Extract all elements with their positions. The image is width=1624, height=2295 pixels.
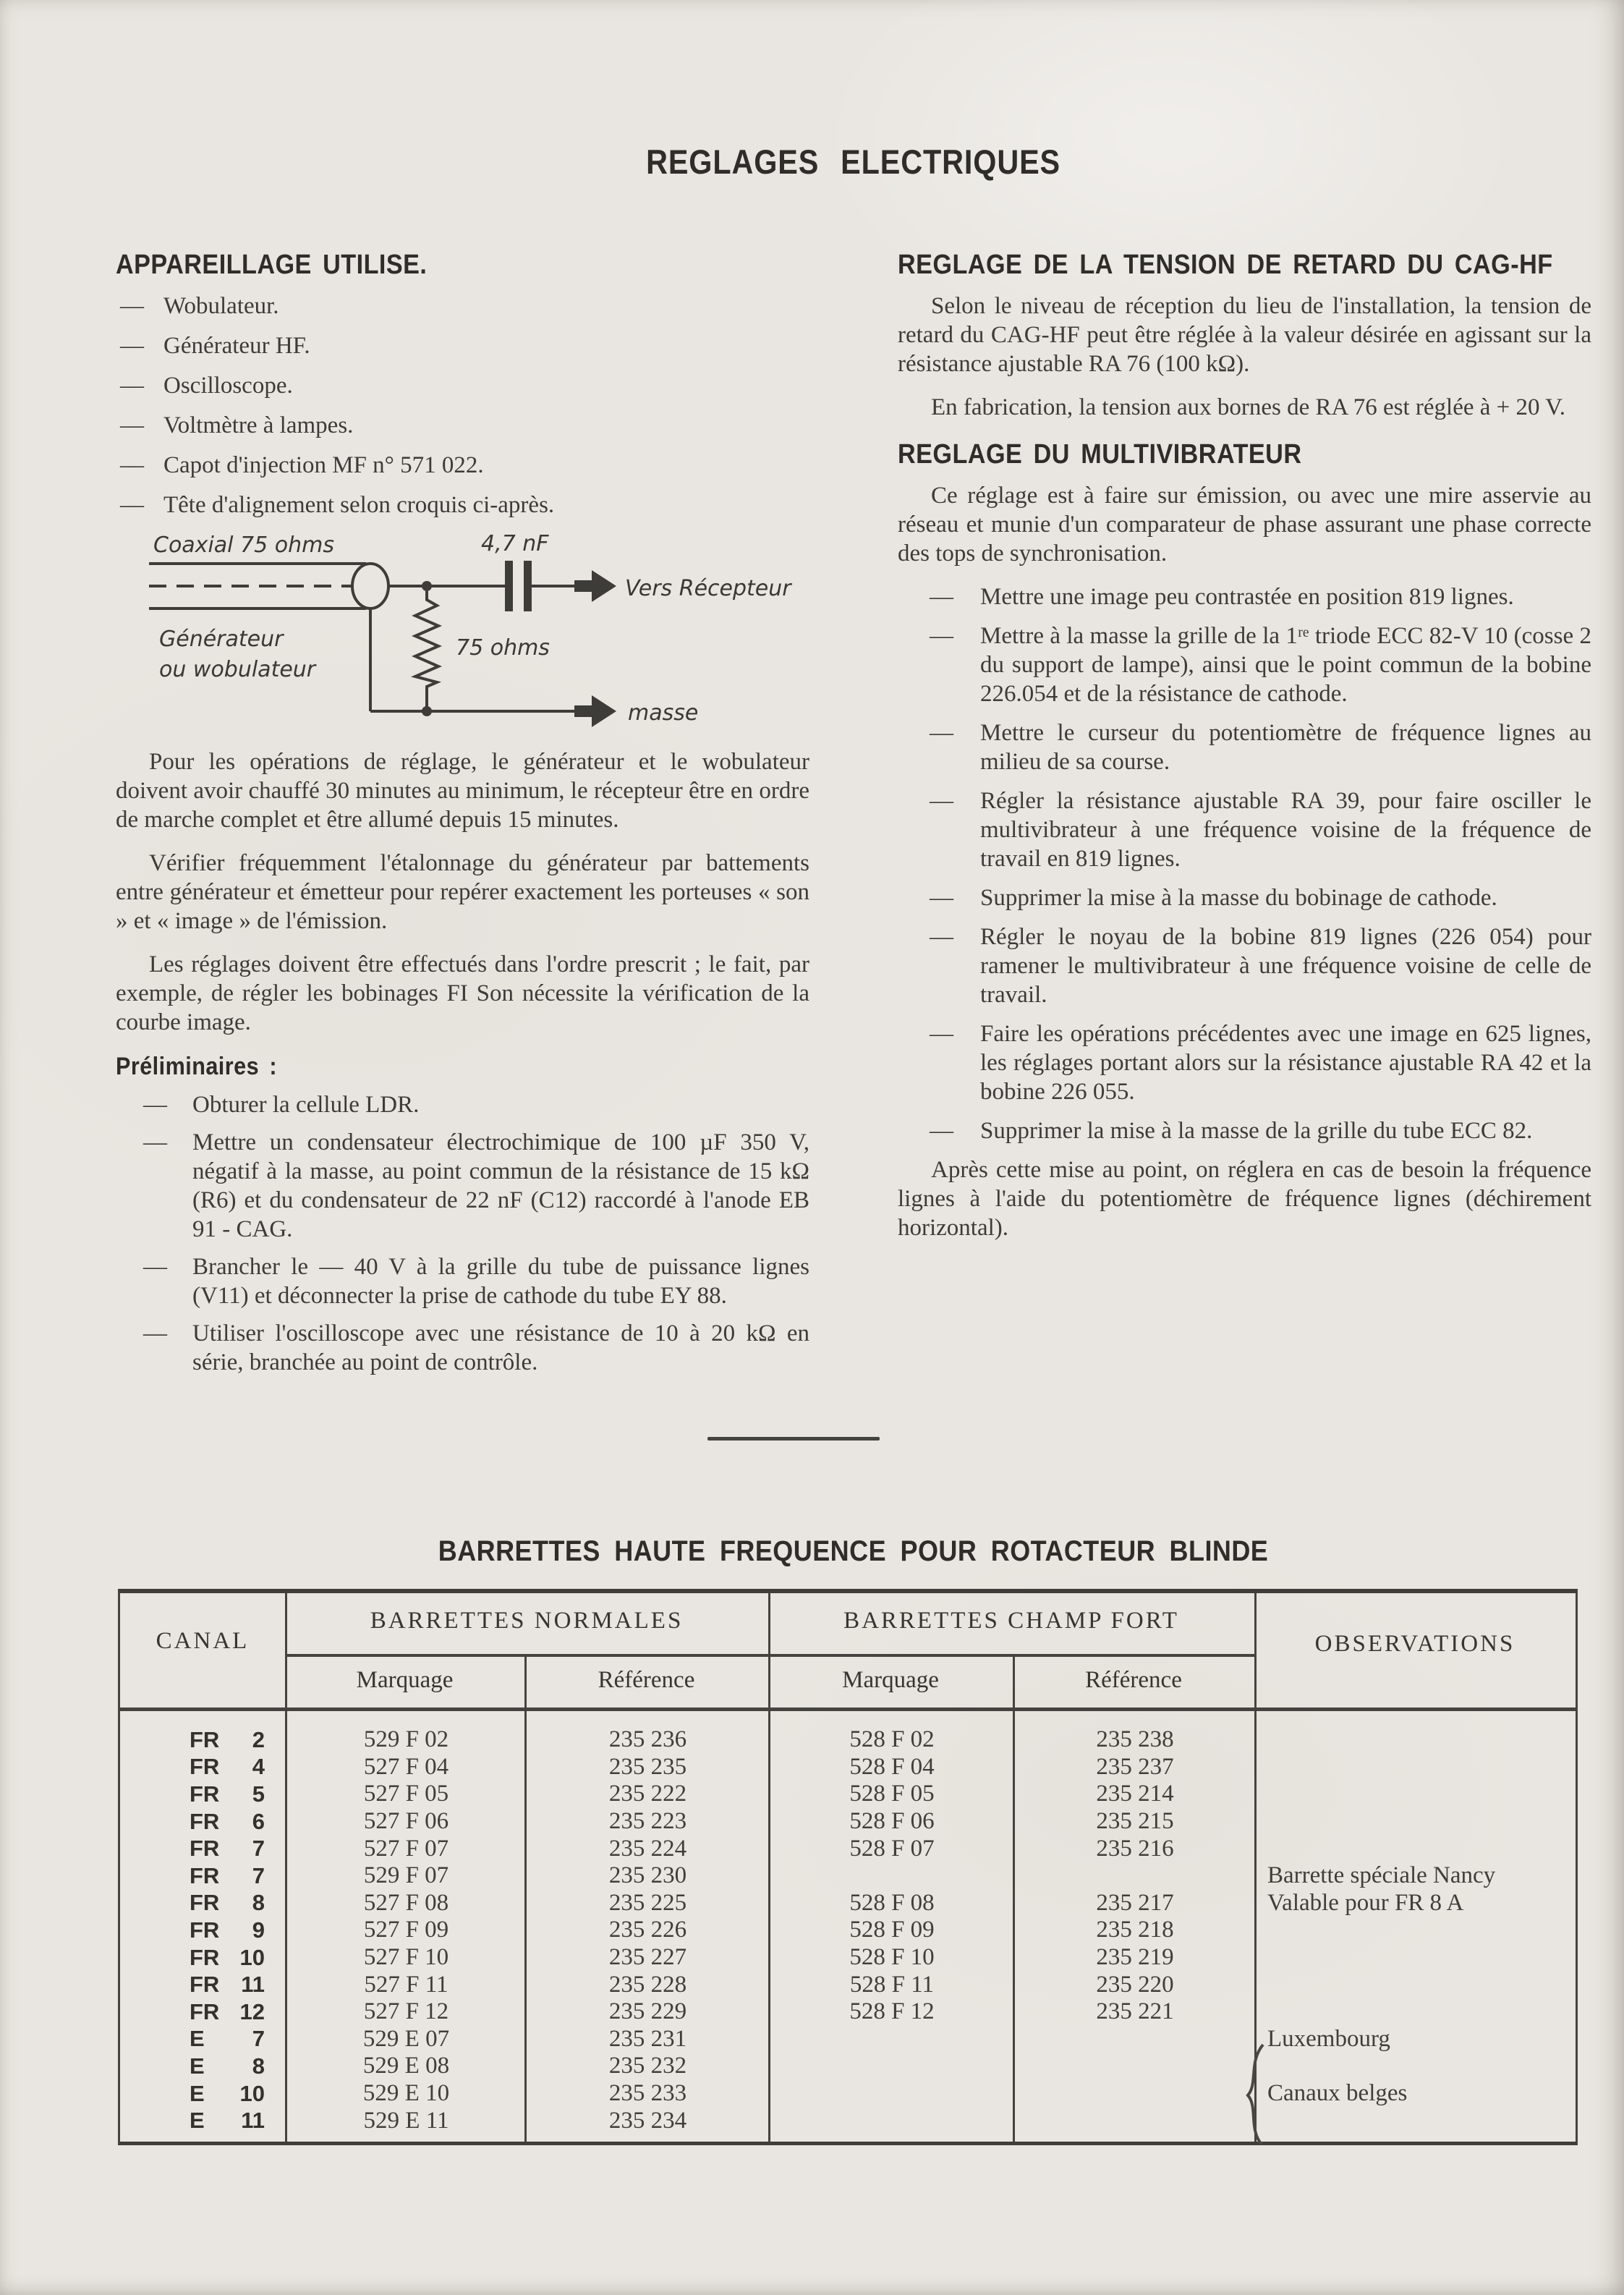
reference-normal-cell: 235 233 xyxy=(608,2080,687,2107)
marquage-normal-cell: 529 E 08 xyxy=(362,2053,450,2079)
sub-header-marquage: Marquage xyxy=(356,1667,454,1693)
reference-fort-cell: 235 238 xyxy=(1096,1726,1174,1753)
marquage-fort-cell: 528 F 04 xyxy=(849,1753,935,1780)
table-body xyxy=(120,1726,1576,2134)
marquage-normal-cell: 529 F 02 xyxy=(363,1726,449,1753)
observation-cell: Valable pour FR 8 A xyxy=(1267,1889,1464,1916)
reference-fort-cell: 235 221 xyxy=(1096,1998,1174,2025)
marquage-fort-cell: 528 F 02 xyxy=(849,1726,935,1753)
reference-fort-cell: 235 215 xyxy=(1096,1808,1174,1835)
list-item: — Faire les opérations précédentes avec une image en 625 lignes, les réglages portant alors sur la résistance ajustable RA 42 et la bobine 226 055. xyxy=(898,1019,1591,1106)
marquage-normal-cell: 527 F 04 xyxy=(363,1753,449,1780)
junction-dot xyxy=(422,581,432,591)
list-item: — Générateur HF. xyxy=(116,331,809,360)
reference-fort-cell: 235 216 xyxy=(1096,1835,1174,1862)
canal-number: 6 xyxy=(252,1808,265,1834)
reference-normal-cell: 235 232 xyxy=(608,2053,687,2079)
marquage-fort-cell: 528 F 11 xyxy=(849,1971,935,1998)
list-item: — Tête d'alignement selon croquis ci-après. xyxy=(116,491,809,519)
canal-number: 12 xyxy=(239,1998,265,2024)
canal-cell xyxy=(120,1754,286,1780)
table-row xyxy=(120,1971,1576,1998)
marquage-fort-cell: 528 F 09 xyxy=(849,1917,935,1943)
list-item: — Obturer la cellule LDR. xyxy=(116,1090,809,1119)
list-item: — Régler le noyau de la bobine 819 lignes (226 054) pour ramener le multivibrateur à une fréquence voisine de celle de travail. xyxy=(898,922,1591,1009)
canal-number: 10 xyxy=(239,2080,265,2106)
paragraph: En fabrication, la tension aux bornes de RA 76 est réglée à + 20 V. xyxy=(931,394,1566,420)
section-divider xyxy=(707,1437,880,1441)
marquage-normal-cell: 527 F 07 xyxy=(363,1835,449,1862)
canal-number: 8 xyxy=(252,2053,265,2079)
reference-normal-cell: 235 226 xyxy=(608,1917,687,1943)
canal-cell xyxy=(120,1836,286,1862)
arrow-right-icon xyxy=(574,695,616,727)
canal-prefix: E xyxy=(190,2026,205,2052)
canal-cell xyxy=(120,1999,286,2025)
table-row xyxy=(120,1754,1576,1781)
table-row xyxy=(120,2107,1576,2134)
list-item: — Mettre à la masse la grille de la 1ʳᵉ triode ECC 82-V 10 (cosse 2 du support de lampe), ainsi que le point commun de la bobine 226.054 et de la résistance de cathode. xyxy=(898,622,1591,708)
table-row xyxy=(120,1726,1576,1754)
list-item: — Oscilloscope. xyxy=(116,371,809,400)
canal-number: 7 xyxy=(252,1836,265,1862)
ground-label: masse xyxy=(628,700,699,726)
table-row xyxy=(120,2026,1576,2053)
canal-prefix: FR xyxy=(190,1862,220,1888)
reference-normal-cell: 235 228 xyxy=(608,1971,687,1998)
canal-cell xyxy=(120,1809,286,1835)
group-brace xyxy=(1241,2043,1270,2146)
list-item: — Mettre une image peu contrastée en position 819 lignes. xyxy=(898,582,1591,611)
observation-cell: Barrette spéciale Nancy xyxy=(1267,1862,1496,1889)
output-label: Vers Récepteur xyxy=(625,576,791,601)
canal-number: 8 xyxy=(252,1890,265,1916)
canal-number: 7 xyxy=(252,1862,265,1888)
canal-number: 5 xyxy=(252,1781,265,1807)
canal-number: 11 xyxy=(241,1972,265,1998)
list-item: — Voltmètre à lampes. xyxy=(116,411,809,440)
list-item: — Mettre un condensateur électrochimique de 100 µF 350 V, négatif à la masse, au point commun de la résistance de 15 kΩ (R6) et du condensateur de 22 nF (C12) raccordé à l'anode EB 91 - CAG. xyxy=(116,1128,809,1244)
list-item: — Capot d'injection MF n° 571 022. xyxy=(116,451,809,480)
canal-cell xyxy=(120,2081,286,2107)
reference-fort-cell: 235 219 xyxy=(1096,1944,1174,1971)
marquage-normal-cell: 529 E 07 xyxy=(362,2025,450,2052)
table-row xyxy=(120,1917,1576,1944)
canal-number: 10 xyxy=(239,1944,265,1970)
table-title: BARRETTES HAUTE FREQUENCE POUR ROTACTEUR BLINDE xyxy=(438,1535,1269,1567)
appareillage-list xyxy=(116,292,809,519)
table-title-row xyxy=(116,1535,1591,1568)
resistor-symbol xyxy=(415,591,438,711)
list-item: — Régler la résistance ajustable RA 39, pour faire osciller le multivibrateur à une fréquence voisine de la fréquence de travail en 819 lignes. xyxy=(898,786,1591,873)
reference-normal-cell: 235 235 xyxy=(608,1753,687,1780)
canal-cell xyxy=(120,1727,286,1753)
col-header-canal: CANAL xyxy=(156,1628,250,1654)
canal-cell xyxy=(120,2108,286,2134)
canal-cell xyxy=(120,2026,286,2052)
marquage-normal-cell: 529 E 11 xyxy=(363,2107,449,2134)
canal-number: 11 xyxy=(241,2108,265,2134)
paragraph: Les réglages doivent être effectués dans l'ordre prescrit ; le fait, par exemple, de régler les bobinages FI Son nécessite la vérification de la courbe image. xyxy=(116,951,809,1035)
page-title-row xyxy=(116,142,1591,182)
list-item: — Wobulateur. xyxy=(116,292,809,321)
source-label-2: ou wobulateur xyxy=(159,657,316,682)
table-row xyxy=(120,1944,1576,1972)
marquage-normal-cell: 527 F 11 xyxy=(364,1971,448,1998)
canal-cell xyxy=(120,1945,286,1971)
marquage-normal-cell: 527 F 12 xyxy=(363,1998,449,2025)
canal-number: 9 xyxy=(252,1917,265,1943)
observation-cell: Canaux belges xyxy=(1267,2080,1408,2107)
marquage-normal-cell: 527 F 09 xyxy=(363,1917,449,1943)
list-item: — Mettre le curseur du potentiomètre de fréquence lignes au milieu de sa course. xyxy=(898,718,1591,776)
table-rule xyxy=(285,1654,1257,1657)
list-item: — Brancher le — 40 V à la grille du tube de puissance lignes (V11) et déconnecter la prise de cathode du tube EY 88. xyxy=(116,1252,809,1310)
reference-fort-cell: 235 218 xyxy=(1096,1917,1174,1943)
reference-normal-cell: 235 223 xyxy=(608,1808,687,1835)
capacitor-label: 4,7 nF xyxy=(481,531,549,556)
right-column xyxy=(898,250,1591,1386)
col-header-observations: OBSERVATIONS xyxy=(1314,1631,1515,1657)
reference-fort-cell: 235 217 xyxy=(1096,1889,1174,1916)
source-label-1: Générateur xyxy=(159,627,284,652)
marquage-fort-cell: 528 F 05 xyxy=(849,1781,935,1807)
reference-normal-cell: 235 224 xyxy=(608,1835,687,1862)
canal-prefix: FR xyxy=(190,1998,220,2024)
reference-normal-cell: 235 229 xyxy=(608,1998,687,2025)
paragraph: Vérifier fréquemment l'étalonnage du générateur par battements entre générateur et émetteur pour repérer exactement les porteuses « son » et « image » de l'émission. xyxy=(116,850,809,934)
reference-fort-cell: 235 237 xyxy=(1096,1753,1174,1780)
marquage-normal-cell: 527 F 05 xyxy=(363,1781,449,1807)
paragraph: Pour les opérations de réglage, le générateur et le wobulateur doivent avoir chauffé 30 minutes au minimum, le récepteur être en ordre de marche complet et être allumé depuis 15 minutes. xyxy=(116,749,809,833)
canal-prefix: FR xyxy=(190,1972,220,1998)
marquage-fort-cell: 528 F 08 xyxy=(849,1889,935,1916)
appareillage-heading: APPAREILLAGE UTILISE. xyxy=(116,250,428,280)
canal-cell xyxy=(120,2053,286,2079)
canal-prefix: FR xyxy=(190,1836,220,1862)
canal-prefix: FR xyxy=(190,1917,220,1943)
canal-cell xyxy=(120,1890,286,1916)
paragraph: Ce réglage est à faire sur émission, ou avec une mire asservie au réseau et munie d'un comparateur de phase assurant une phase correcte des tops de synchronisation. xyxy=(898,483,1591,567)
marquage-normal-cell: 527 F 08 xyxy=(363,1889,449,1916)
list-item: — Utiliser l'oscilloscope avec une résistance de 10 à 20 kΩ en série, branchée au point de contrôle. xyxy=(116,1319,809,1377)
paragraph: Selon le niveau de réception du lieu de l'installation, la tension de retard du CAG-HF peut être réglée à la valeur désirée en agissant sur la résistance ajustable RA 76 (100 kΩ). xyxy=(898,293,1591,377)
coax-label: Coaxial 75 ohms xyxy=(153,533,334,558)
arrow-right-icon xyxy=(574,570,616,602)
two-column-body xyxy=(116,250,1591,1386)
canal-cell xyxy=(120,1917,286,1943)
marquage-fort-cell: 528 F 12 xyxy=(849,1998,935,2025)
preliminaires-list xyxy=(116,1090,809,1377)
marquage-normal-cell: 527 F 06 xyxy=(363,1808,449,1835)
coax-end-ellipse xyxy=(352,564,388,608)
table-row xyxy=(120,1862,1576,1890)
marquage-normal-cell: 529 E 10 xyxy=(362,2080,450,2107)
marquage-fort-cell: 528 F 06 xyxy=(849,1808,935,1835)
canal-prefix: E xyxy=(190,2108,205,2134)
table-row xyxy=(120,1890,1576,1917)
marquage-fort-cell: 528 F 10 xyxy=(849,1944,935,1971)
canal-cell xyxy=(120,1863,286,1889)
marquage-normal-cell: 527 F 10 xyxy=(363,1944,449,1971)
reference-normal-cell: 235 236 xyxy=(608,1726,687,1753)
preliminaires-heading: Préliminaires : xyxy=(116,1053,278,1080)
reference-normal-cell: 235 222 xyxy=(608,1781,687,1807)
junction-dot xyxy=(422,706,432,716)
sub-header-reference: Référence xyxy=(598,1667,695,1693)
reference-normal-cell: 235 234 xyxy=(608,2107,687,2134)
reference-fort-cell: 235 220 xyxy=(1096,1971,1174,1998)
table-row xyxy=(120,2080,1576,2108)
capacitor-plate xyxy=(524,561,532,611)
multivibrateur-list xyxy=(898,582,1591,1145)
alignment-head-diagram xyxy=(116,530,809,740)
list-item: — Supprimer la mise à la masse de la grille du tube ECC 82. xyxy=(898,1116,1591,1145)
left-column xyxy=(116,250,809,1386)
canal-prefix: FR xyxy=(190,1754,220,1780)
observation-cell: Luxembourg xyxy=(1267,2025,1390,2052)
marquage-normal-cell: 529 F 07 xyxy=(363,1862,449,1889)
canal-prefix: FR xyxy=(190,1890,220,1916)
canal-cell xyxy=(120,1972,286,1998)
table-row xyxy=(120,1835,1576,1862)
marquage-fort-cell: 528 F 07 xyxy=(849,1835,935,1862)
paragraph: Après cette mise au point, on réglera en cas de besoin la fréquence lignes à l'aide du potentiomètre de fréquence lignes (déchirement horizontal). xyxy=(898,1157,1591,1241)
sub-header-marquage: Marquage xyxy=(842,1667,939,1693)
resistor-label: 75 ohms xyxy=(456,635,550,661)
table-row xyxy=(120,2053,1576,2080)
reference-normal-cell: 235 225 xyxy=(608,1889,687,1916)
table-row xyxy=(120,1998,1576,2026)
reference-normal-cell: 235 227 xyxy=(608,1944,687,1971)
sub-header-reference: Référence xyxy=(1085,1667,1182,1693)
barrettes-table xyxy=(118,1589,1578,2145)
canal-cell xyxy=(120,1781,286,1807)
canal-prefix: FR xyxy=(190,1781,220,1807)
canal-prefix: FR xyxy=(190,1808,220,1834)
table-row xyxy=(120,1808,1576,1836)
canal-number: 4 xyxy=(252,1754,265,1780)
list-item: — Supprimer la mise à la masse du bobinage de cathode. xyxy=(898,883,1591,912)
canal-prefix: E xyxy=(190,2080,205,2106)
table-rule xyxy=(120,1708,1576,1711)
reference-normal-cell: 235 231 xyxy=(608,2025,687,2052)
multivibrateur-heading: REGLAGE DU MULTIVIBRATEUR xyxy=(898,439,1302,470)
table-row xyxy=(120,1781,1576,1808)
canal-prefix: E xyxy=(190,2053,205,2079)
canal-prefix: FR xyxy=(190,1726,220,1752)
capacitor-plate xyxy=(505,561,513,611)
reference-normal-cell: 235 230 xyxy=(608,1862,687,1889)
canal-number: 2 xyxy=(252,1726,265,1752)
cag-heading: REGLAGE DE LA TENSION DE RETARD DU CAG-HF xyxy=(898,250,1553,280)
group-header-champ-fort: BARRETTES CHAMP FORT xyxy=(843,1608,1179,1634)
reference-fort-cell: 235 214 xyxy=(1096,1781,1174,1807)
page-title: REGLAGES ELECTRIQUES xyxy=(646,143,1061,181)
canal-prefix: FR xyxy=(190,1944,220,1970)
canal-number: 7 xyxy=(252,2026,265,2052)
group-header-normales: BARRETTES NORMALES xyxy=(370,1608,684,1634)
